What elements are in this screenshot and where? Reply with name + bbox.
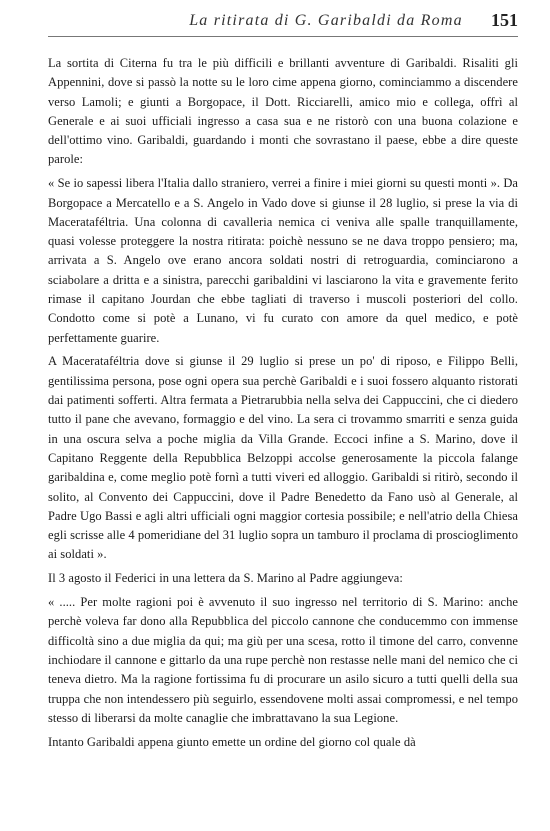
paragraph-federici-letter-intro: Il 3 agosto il Federici in una lettera da S. Marino al Padre aggiungeva: — [48, 571, 403, 586]
paragraph-citerna: La sortita di Citerna fu tra le più difficili e brillanti avventure di Garibaldi. Risaliti gli Appennini, dove si passò la notte su le loro cime appena giorno, cominciammo a discendere verso Lamoli; e giunti a Borgopace, il Dott. Ricciarelli, amico mio e collega, offrì al Generale e ai suoi ufficiali ingresso a casa sua e ne ristorò con una buona colazione e dell'ottimo vino. Garibaldi, guardando i monti che sovrastano il paese, ebbe a dire queste parole: — [48, 56, 518, 167]
header-rule — [48, 36, 518, 37]
paragraph-intanto: Intanto Garibaldi appena giunto emette un ordine del giorno col quale dà — [48, 734, 416, 749]
paragraph-macerataferltria: A Macerataféltria dove si giunse il 29 luglio si prese un po' di riposo, e Filippo Belli, gentilissima persona, pose ogni opera sua perchè Garibaldi e i suoi fossero alquanto ristorati dai patimenti sofferti. Altra fermata a Pietrarubbia nella selva dei Cappuccini, che ci diedero tutto il pane che avevano, formaggio e del vino. La sera ci trovammo smarriti e senza guida in una oscura selva a poche miglia da Villa Grande. Eccoci infine a S. Marino, dove il Capitano Reggente della Repubblica Belzoppi accolse generosamente la piccola falange garibaldina e, come meglio potè fornì a tutti viveri ed alloggio. Garibaldi si ritirò, secondo il solito, al Convento dei Cappuccini, dove il Padre Benedetto da Fano usò al Generale, al Padre Ugo Bassi e agli altri ufficiali ogni maggior cortesia possibile; e nell'atrio della Chiesa egli scrisse alle 4 pomeridiane del 31 luglio sopra un tamburo il proclama di proscioglimento ai soldati ». — [48, 354, 518, 562]
page-body — [48, 54, 518, 752]
page-number: 151 — [491, 10, 518, 30]
running-title: La ritirata di G. Garibaldi da Roma — [189, 12, 463, 29]
paragraph-garibaldi-quote: « Se io sapessi libera l'Italia dallo straniero, verrei a finire i miei giorni su questi monti ». Da Borgopace a Mercatello e a S. Angelo in Vado dove si giunse il 28 luglio, si prese la via di Macerataféltria. Una colonna di cavalleria nemica ci veniva alle spalle tranquillamente, quasi volesse proteggere la nostra ritirata: poichè nessuno se ne dava troppo pensiero; ma, arrivata a S. Angelo ove erano ancora soldati nostri di retroguardia, cominciarono a sciabolare a dritta e a sinistra, parecchi garibaldini vi lasciarono la vita e gravemente ferito rimase il capitano Jourdan che ebbe tagliati di traverso i muscoli posteriori del collo. Condotto come si potè a Lunano, vi fu curato con amore da quel medico, e potè perfettamente guarire. — [48, 176, 518, 345]
paragraph-letter-quote: « ..... Per molte ragioni poi è avvenuto il suo ingresso nel territorio di S. Marino: anche perchè voleva far dono alla Repubblica del piccolo cannone che conducemmo con immense difficoltà sino a due miglia da qui; ma giù per una scesa, rotto il timone del carro, convenne inchiodare il cannone e gittarlo da una rupe perchè non restasse nelle mani del nemico che ci teneva dietro. Ma la ragione fortissima fu di procurare un asilo sicuro a tutti quelli della sua truppa che non intendessero più seguirlo, essendovene molti assai compromessi, e nel tempo stesso di liberarsi da molte canaglie che imbrattavano la sua Legione. — [48, 595, 518, 725]
page-header — [48, 0, 518, 40]
